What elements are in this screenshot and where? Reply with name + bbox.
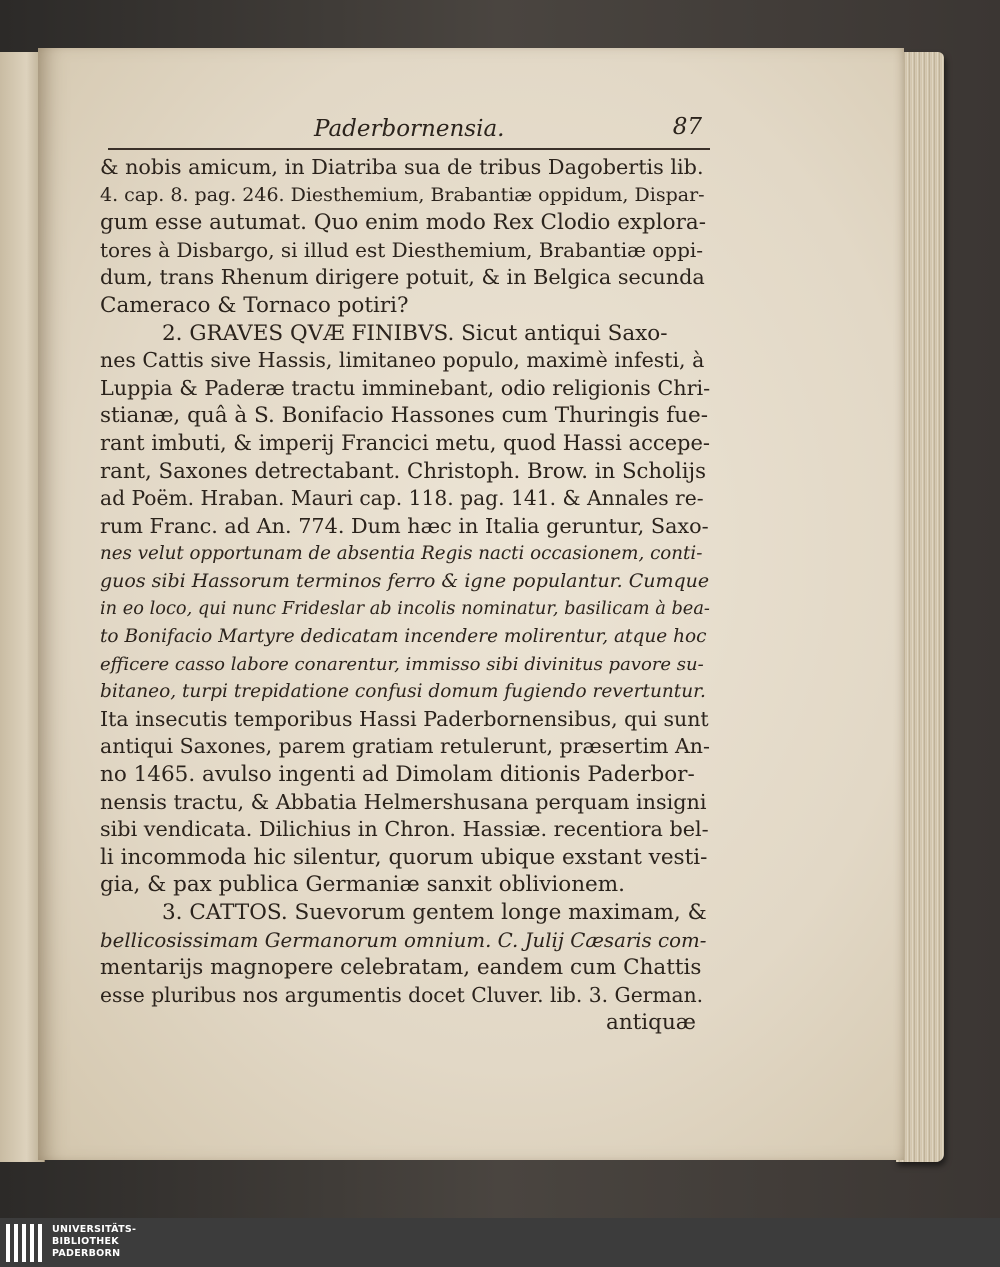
text-line: 2. GRAVES QVÆ FINIBVS. Sicut antiqui Saxo- [162,320,668,346]
text-line: no 1465. avulso ingenti ad Dimolam ditionis Paderbor- [100,762,695,788]
text-line: Cameraco & Tornaco potiri? [100,292,409,318]
text-line: rant imbuti, & imperij Francici metu, quod Hassi accepe- [100,430,710,455]
text-line: tores à Disbargo, si illud est Diesthemium, Brabantiæ oppi- [100,237,704,262]
text-line: dum, trans Rhenum dirigere potuit, & in Belgica secunda [100,265,705,290]
text-line: mentarijs magnopere celebratam, eandem cum Chattis [100,955,702,981]
text-line: nes Cattis sive Hassis, limitaneo populo, maximè infesti, à [100,348,705,373]
page-text [100,110,710,1037]
page-number: 87 [672,114,702,140]
text-line: li incommoda hic silentur, quorum ubique exstant vesti- [100,844,708,870]
text-line: esse pluribus nos argumentis docet Cluver. lib. 3. German. [100,982,704,1007]
text-line: antiqui Saxones, parem gratiam retulerunt, præsertim An- [100,734,710,759]
text-line: nes velut opportunam de absentia Regis nacti occasionem, conti- [100,543,703,565]
text-line: gia, & pax publica Germaniæ sanxit oblivionem. [100,872,625,898]
text-line: Ita insecutis temporibus Hassi Paderbornensibus, qui sunt [100,706,709,731]
text-line: Luppia & Paderæ tractu imminebant, odio religionis Chri- [100,375,711,400]
text-line: nensis tractu, & Abbatia Helmershusana perquam insigni [100,789,707,814]
running-title: Paderbornensia. [314,116,505,142]
library-logo-text [52,1224,136,1260]
text-line: in eo loco, qui nunc Frideslar ab incolis nominatur, basilicam à bea- [100,598,710,619]
text-line: bitaneo, turpi trepidatione confusi domum fugiendo revertuntur. [100,681,706,703]
page-header [108,110,710,150]
catchword: antiquæ [606,1010,696,1036]
library-footer [0,1218,1000,1267]
text-line: stianæ, quâ à S. Bonifacio Hassones cum Thuringis fue- [100,403,709,429]
logo-line: PADERBORN [52,1248,121,1259]
text-line: guos sibi Hassorum terminos ferro & igne populantur. Cumque [100,569,710,592]
text-line: & nobis amicum, in Diatriba sua de tribus Dagobertis lib. [100,155,704,179]
text-line: 4. cap. 8. pag. 246. Diesthemium, Brabantiæ oppidum, Dispar- [100,183,705,206]
text-line: bellicosissimam Germanorum omnium. C. Julij Cæsaris com- [100,928,707,952]
logo-line: BIBLIOTHEK [52,1236,119,1247]
text-line: sibi vendicata. Dilichius in Chron. Hassiæ. recentiora bel- [100,817,709,842]
text-line: gum esse autumat. Quo enim modo Rex Clodio explora- [100,210,706,236]
text-line: rum Franc. ad An. 774. Dum hæc in Italia geruntur, Saxo- [100,513,709,538]
text-line: rant, Saxones detrectabant. Christoph. Brow. in Scholijs [100,458,706,484]
text-line: to Bonifacio Martyre dedicatam incendere molirentur, atque hoc [100,626,707,648]
text-line: 3. CATTOS. Suevorum gentem longe maximam, & [162,900,707,926]
text-line: efficere casso labore conarentur, immisso sibi divinitus pavore su- [100,653,704,675]
text-line: ad Poëm. Hraban. Mauri cap. 118. pag. 141. & Annales re- [100,486,704,511]
logo-line: UNIVERSITÄTS- [52,1224,137,1235]
library-logo-icon [6,1224,42,1262]
body-text [100,154,710,1009]
